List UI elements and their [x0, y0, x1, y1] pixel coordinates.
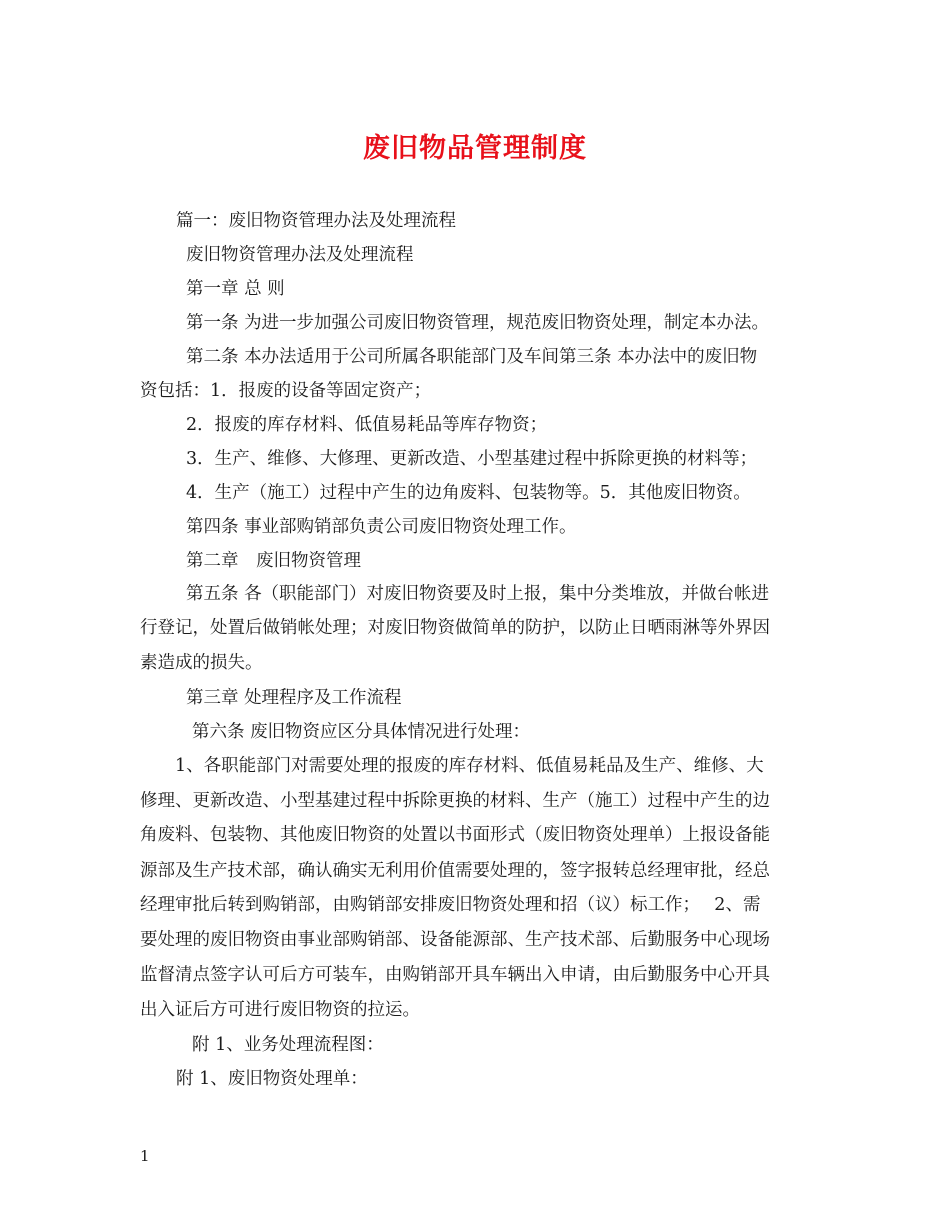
text-line: 附 1、废旧物资处理单：: [176, 1069, 368, 1089]
text-line: 第四条 事业部购销部负责公司废旧物资处理工作。: [186, 517, 577, 537]
text-line: 第一条 为进一步加强公司废旧物资管理，规范废旧物资处理，制定本办法。: [186, 313, 770, 333]
text-line: 废旧物资管理办法及处理流程: [186, 245, 414, 265]
text-line: 4．生产（施工）过程中产生的边角废料、包装物等。5．其他废旧物资。: [186, 483, 751, 503]
text-line: 行登记，处置后做销帐处理；对废旧物资做简单的防护，以防止日晒雨淋等外界因: [140, 618, 770, 638]
page-number: 1: [140, 1147, 150, 1165]
text-line: 角废料、包装物、其他废旧物资的处置以书面形式（废旧物资处理单）上报设备能: [140, 825, 770, 845]
text-line: 第三章 处理程序及工作流程: [186, 688, 402, 708]
text-line: 资包括：1．报废的设备等固定资产；: [140, 381, 432, 401]
text-line: 2．报废的库存材料、低值易耗品等库存物资；: [186, 415, 548, 435]
text-line: 篇一：废旧物资管理办法及处理流程: [176, 211, 456, 231]
text-line: 出入证后方可进行废旧物资的拉运。: [140, 1000, 420, 1020]
text-line: 第二章 废旧物资管理: [186, 551, 361, 571]
text-line: 第五条 各（职能部门）对废旧物资要及时上报，集中分类堆放，并做台帐进: [186, 584, 770, 604]
text-line: 附 1、业务处理流程图：: [192, 1035, 384, 1055]
text-line: 源部及生产技术部，确认确实无利用价值需要处理的，签字报转总经理审批，经总: [140, 861, 770, 881]
text-line: 第一章 总 则: [186, 279, 285, 299]
text-line: 经理审批后转到购销部，由购销部安排废旧物资处理和招（议）标工作； 2、需: [140, 895, 761, 915]
text-line: 1、各职能部门对需要处理的报废的库存材料、低值易耗品及生产、维修、大: [175, 756, 764, 776]
text-line: 要处理的废旧物资由事业部购销部、设备能源部、生产技术部、后勤服务中心现场: [140, 930, 770, 950]
text-line: 监督清点签字认可后方可装车，由购销部开具车辆出入申请，由后勤服务中心开具: [140, 965, 770, 985]
text-line: 第六条 废旧物资应区分具体情况进行处理：: [192, 722, 531, 742]
text-line: 修理、更新改造、小型基建过程中拆除更换的材料、生产（施工）过程中产生的边: [140, 791, 770, 811]
document-title: 废旧物品管理制度: [363, 133, 587, 164]
text-line: 第二条 本办法适用于公司所属各职能部门及车间第三条 本办法中的废旧物: [186, 347, 758, 367]
text-line: 素造成的损失。: [140, 653, 263, 673]
text-line: 3．生产、维修、大修理、更新改造、小型基建过程中拆除更换的材料等；: [186, 449, 758, 469]
